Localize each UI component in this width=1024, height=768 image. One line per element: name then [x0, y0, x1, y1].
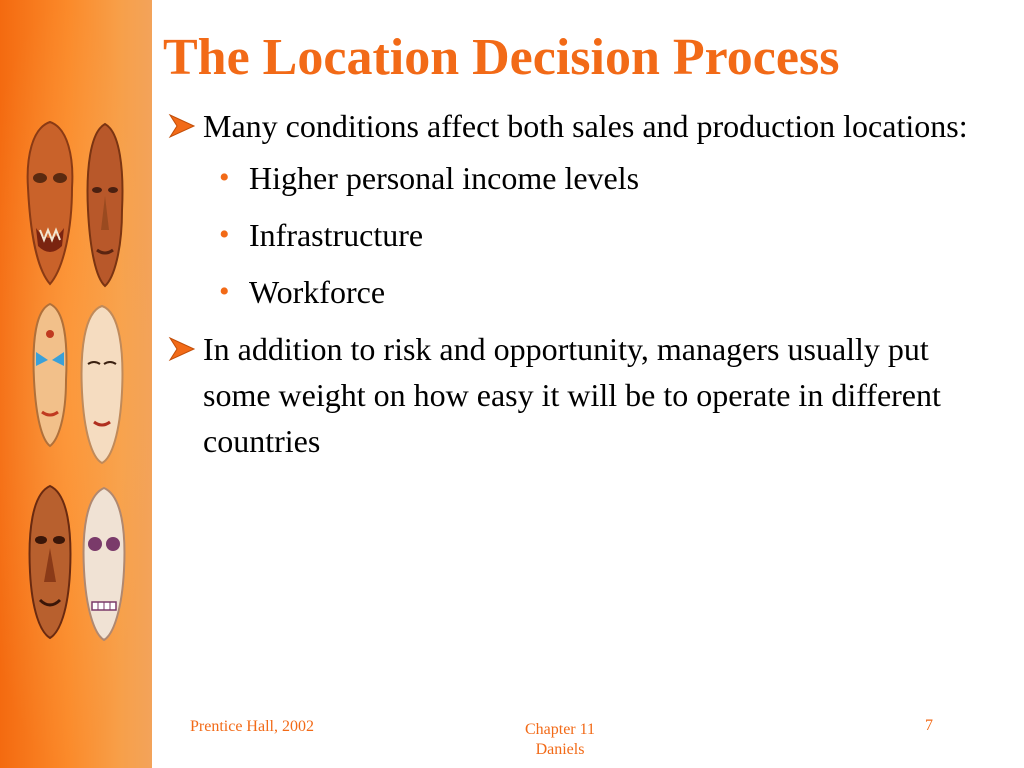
bullet-text: Many conditions affect both sales and production locations: [203, 108, 968, 144]
footer-chapter-line: Chapter 11 [524, 721, 596, 738]
bullet-item [168, 326, 988, 464]
footer-publisher: Prentice Hall, 2002 [190, 718, 314, 735]
dot-bullet-icon: • [219, 275, 230, 308]
page-number: 7 [925, 717, 933, 734]
mask-image [78, 484, 130, 644]
sub-bullet-text: Infrastructure [249, 217, 424, 253]
footer-author-line: Daniels [535, 741, 585, 758]
bullet-list [168, 103, 988, 468]
dot-bullet-icon: • [219, 218, 230, 251]
sub-bullet-text: Higher personal income levels [249, 160, 640, 196]
mask-image [22, 118, 78, 288]
arrowhead-bullet-icon [168, 336, 196, 362]
arrowhead-bullet-icon [168, 113, 196, 139]
sub-bullet-list [203, 155, 988, 315]
dot-bullet-icon: • [219, 161, 230, 194]
footer-chapter [480, 720, 640, 760]
decorative-mask-band [0, 0, 152, 768]
sub-bullet-text: Workforce [249, 274, 386, 310]
mask-image [80, 120, 130, 290]
bullet-item [168, 103, 988, 315]
sub-bullet-item [203, 155, 988, 201]
sub-bullet-item [203, 269, 988, 315]
sub-bullet-item [203, 212, 988, 258]
slide-title: The Location Decision Process [163, 29, 840, 86]
bullet-text: In addition to risk and opportunity, managers usually put some weight on how easy it will be to operate in different countries [203, 331, 941, 459]
mask-image [76, 302, 128, 467]
mask-image [28, 300, 72, 450]
mask-image [24, 482, 76, 642]
